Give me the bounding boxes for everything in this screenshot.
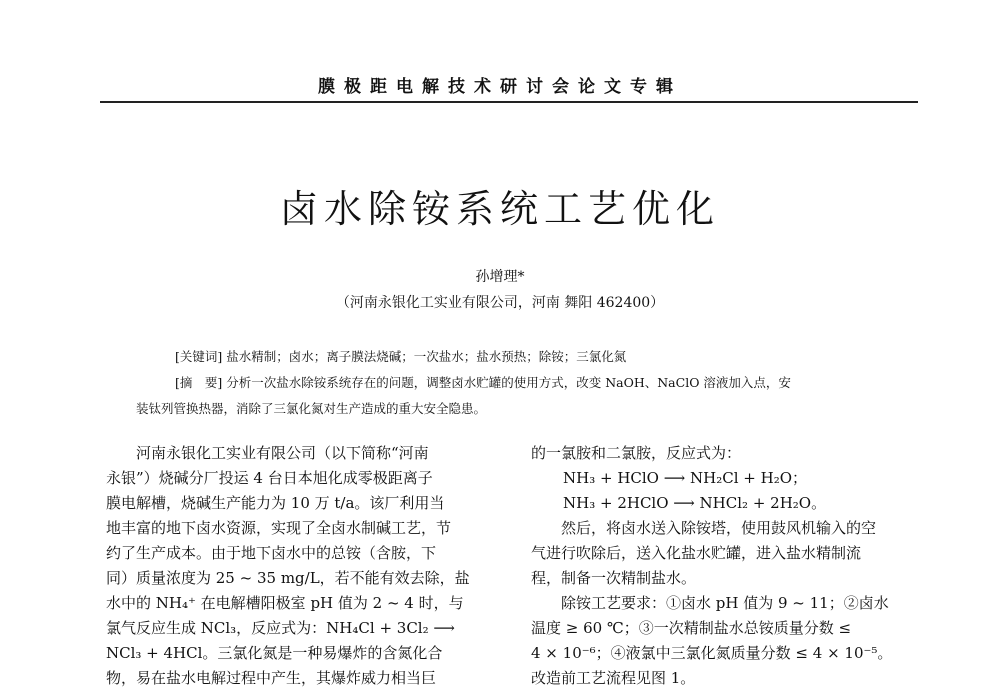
body-line: 的一氯胺和二氯胺，反应式为：: [531, 444, 742, 462]
body-line: 改造前工艺流程见图 1。: [531, 669, 696, 687]
body-line: 水中的 NH₄⁺ 在电解槽阳极室 pH 值为 2 ~ 4 时，与: [106, 594, 464, 612]
body-line: 然后，将卤水送入除铵塔，使用鼓风机输入的空: [561, 519, 877, 537]
body-line: 除铵工艺要求：①卤水 pH 值为 9 ~ 11；②卤水: [561, 594, 889, 612]
author-name: 孙增理*: [475, 269, 525, 285]
body-line: 物，易在盐水电解过程中产生，其爆炸威力相当巨: [106, 669, 437, 687]
body-line: 河南永银化工实业有限公司（以下简称“河南: [136, 444, 429, 462]
body-line: 温度 ≥ 60 ℃；③一次精制盐水总铵质量分数 ≤: [531, 619, 852, 637]
abstract-line-1: [摘 要] 分析一次盐水除铵系统存在的问题，调整卤水贮罐的使用方式，改变 NaOH、NaClO 溶液加入点，安: [175, 375, 791, 390]
right-column: [531, 441, 921, 691]
body-line: 同）质量浓度为 25 ~ 35 mg/L，若不能有效去除，盐: [106, 569, 470, 587]
keywords: [关键词] 盐水精制；卤水；离子膜法烧碱；一次盐水；盐水预热；除铵；三氯化氮: [175, 349, 627, 364]
body-line: 约了生产成本。由于地下卤水中的总铵（含胺，下: [106, 544, 437, 562]
author-affiliation: （河南永银化工实业有限公司，河南 舞阳 462400）: [335, 295, 665, 311]
body-line: 永银”）烧碱分厂投运 4 台日本旭化成零极距离子: [106, 469, 433, 487]
body-line: 膜电解槽，烧碱生产能力为 10 万 t/a。该厂利用当: [106, 494, 445, 512]
body-line: 4 × 10⁻⁶；④液氯中三氯化氮质量分数 ≤ 4 × 10⁻⁵。: [531, 644, 893, 662]
body-line: 地丰富的地下卤水资源，实现了全卤水制碱工艺，节: [106, 519, 452, 537]
running-head: 膜极距电解技术研讨会论文专辑: [318, 77, 682, 97]
header-rule: [100, 101, 918, 103]
body-line: 程，制备一次精制盐水。: [531, 569, 697, 587]
article-title: 卤水除铵系统工艺优化: [279, 187, 720, 231]
reaction-equation: NH₃ + HClO ⟶ NH₂Cl + H₂O；: [563, 469, 808, 487]
body-line: NCl₃ + 4HCl。三氯化氮是一种易爆炸的含氮化合: [106, 644, 443, 662]
reaction-equation: NH₃ + 2HClO ⟶ NHCl₂ + 2H₂O。: [563, 494, 827, 512]
left-column: [106, 441, 496, 691]
body-line: 氯气反应生成 NCl₃，反应式为：NH₄Cl + 3Cl₂ ⟶: [106, 619, 455, 637]
body-line: 气进行吹除后，送入化盐水贮罐，进入盐水精制流: [531, 544, 862, 562]
abstract-line-2: 装钛列管换热器，消除了三氯化氮对生产造成的重大安全隐患。: [136, 401, 487, 416]
